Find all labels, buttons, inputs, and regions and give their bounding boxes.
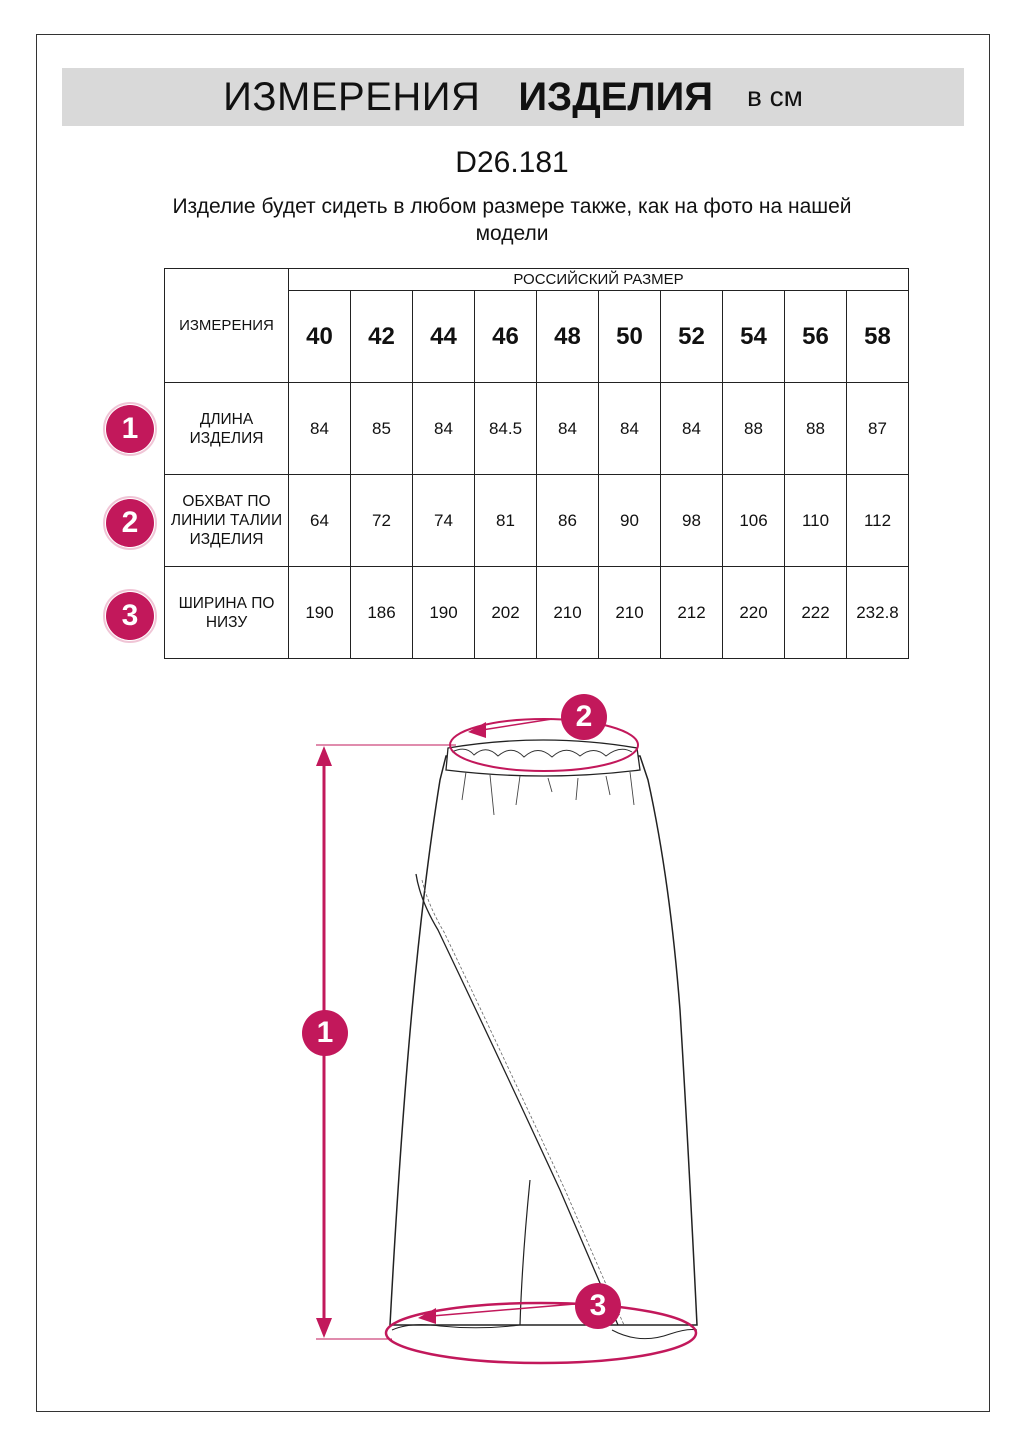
table-cell: 232.8 <box>847 567 909 659</box>
size-group-header: РОССИЙСКИЙ РАЗМЕР <box>289 269 909 291</box>
hem-marker-badge: 3 <box>575 1283 621 1329</box>
table-cell: 112 <box>847 475 909 567</box>
product-code: D26.181 <box>455 146 569 179</box>
title-bar <box>62 68 964 126</box>
table-cell: 210 <box>537 567 599 659</box>
length-arrow-top-icon <box>316 746 332 766</box>
title-part1: ИЗМЕРЕНИЯ <box>223 74 481 119</box>
size-cell: 58 <box>847 291 909 383</box>
table-cell: 212 <box>661 567 723 659</box>
hem-line-right <box>612 1330 697 1339</box>
table-cell: 84 <box>289 383 351 475</box>
table-cell: 84 <box>537 383 599 475</box>
size-cell: 42 <box>351 291 413 383</box>
size-cell: 52 <box>661 291 723 383</box>
skirt-diagram <box>0 680 1024 1380</box>
table-cell: 210 <box>599 567 661 659</box>
table-cell: 222 <box>785 567 847 659</box>
table-cell: 84 <box>413 383 475 475</box>
table-cell: 98 <box>661 475 723 567</box>
skirt-outline <box>390 756 697 1325</box>
table-cell: 90 <box>599 475 661 567</box>
row-label: ДЛИНА ИЗДЕЛИЯ <box>165 383 289 475</box>
table-row <box>165 567 909 659</box>
measurements-header: ИЗМЕРЕНИЯ <box>165 269 289 383</box>
table-cell: 84 <box>599 383 661 475</box>
size-cell: 48 <box>537 291 599 383</box>
size-cell: 46 <box>475 291 537 383</box>
size-cell: 56 <box>785 291 847 383</box>
waist-arrow-icon <box>468 722 486 738</box>
table-cell: 72 <box>351 475 413 567</box>
table-cell: 74 <box>413 475 475 567</box>
table-cell: 84 <box>661 383 723 475</box>
length-arrow-bottom-icon <box>316 1318 332 1338</box>
row-number-badge-2: 2 <box>106 499 154 547</box>
row-number-badge-3: 3 <box>106 592 154 640</box>
waist-marker-badge: 2 <box>561 694 607 740</box>
size-cell: 54 <box>723 291 785 383</box>
table-cell: 81 <box>475 475 537 567</box>
title-part2: ИЗДЕЛИЯ <box>518 74 713 119</box>
table-cell: 190 <box>413 567 475 659</box>
table-cell: 88 <box>785 383 847 475</box>
table-cell: 86 <box>537 475 599 567</box>
table-cell: 84.5 <box>475 383 537 475</box>
table-cell: 87 <box>847 383 909 475</box>
table-row <box>165 475 909 567</box>
row-number-badge-1: 1 <box>106 405 154 453</box>
size-cell: 44 <box>413 291 475 383</box>
table-cell: 202 <box>475 567 537 659</box>
page-title <box>62 68 964 126</box>
table-cell: 85 <box>351 383 413 475</box>
size-cell: 50 <box>599 291 661 383</box>
table-cell: 220 <box>723 567 785 659</box>
row-label: ШИРИНА ПО НИЗУ <box>165 567 289 659</box>
table-cell: 64 <box>289 475 351 567</box>
size-table <box>164 268 909 659</box>
table-cell: 110 <box>785 475 847 567</box>
title-units: в см <box>746 81 803 112</box>
table-cell: 88 <box>723 383 785 475</box>
fit-note: Изделие будет сидеть в любом размере также, как на фото на нашей модели <box>172 195 852 245</box>
row-label: ОБХВАТ ПО ЛИНИИ ТАЛИИ ИЗДЕЛИЯ <box>165 475 289 567</box>
table-row <box>165 383 909 475</box>
table-cell: 190 <box>289 567 351 659</box>
length-marker-badge: 1 <box>302 1010 348 1056</box>
table-cell: 106 <box>723 475 785 567</box>
size-cell: 40 <box>289 291 351 383</box>
table-cell: 186 <box>351 567 413 659</box>
